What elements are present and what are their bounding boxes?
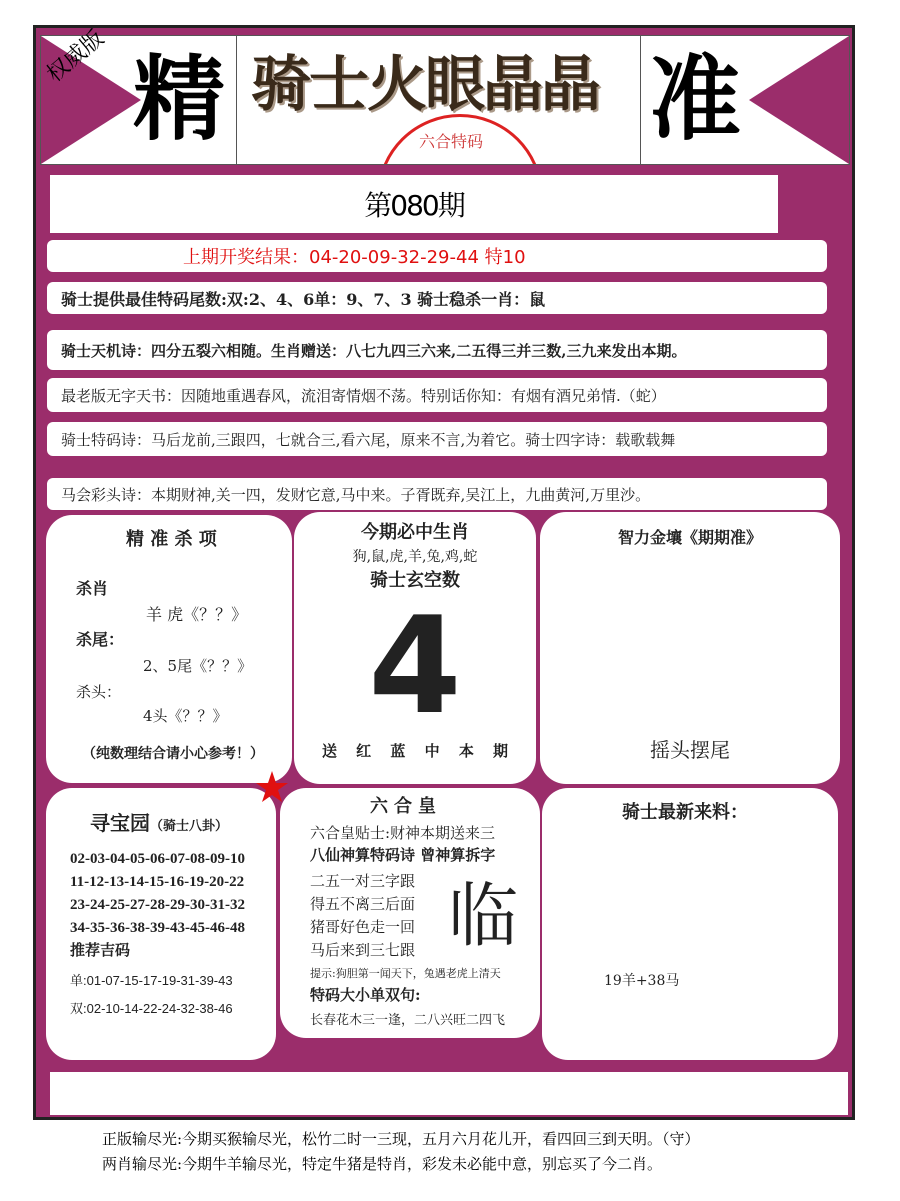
info-line: 骑士天机诗：四分五裂六相随。生肖赠送：八七九四三六来,二五得三并三数,三九来发出本期。 — [47, 330, 827, 370]
wisdom-answer: 摇头摆尾 — [650, 738, 730, 762]
latest-box — [542, 788, 838, 1060]
stamp-text: 六合特码 — [419, 132, 484, 151]
header-left-char: 精 — [133, 46, 226, 153]
header-title-panel — [236, 35, 642, 165]
issue-number: 第080期 — [50, 175, 778, 233]
kill-zodiac-label: 杀肖 — [76, 579, 109, 598]
lhh-poem: 二五一对三字跟 得五不离三后面 猪哥好色走一回 马后来到三七跟 — [310, 872, 416, 959]
kill-note: （纯数理结合请小心参考！） — [82, 746, 264, 762]
treasure-title: 寻宝园（骑士八卦） — [90, 811, 229, 835]
header-right-char: 准 — [649, 46, 742, 153]
mystic-number: 4 — [368, 588, 462, 744]
lhh-big-char: 临 — [448, 875, 518, 957]
treasure-numbers: 02-03-04-05-06-07-08-09-10 11-12-13-14-15-16-19-20-22 23-24-25-27-28-29-30-31-32 34-35-36-38-39-43-45-46-48 推荐吉码 — [70, 851, 245, 959]
lhh-size-title: 特码大小单双句: — [310, 986, 421, 1004]
latest-content: 19羊+38马 — [604, 973, 680, 989]
mystic-number-title: 骑士玄空数 — [370, 570, 460, 591]
lhh-poem-title: 八仙神算特码诗 曾神算拆字 — [310, 846, 496, 864]
last-result: 上期开奖结果：04-20-09-32-29-44 特10 — [47, 240, 827, 272]
liuhehuang-box — [280, 788, 540, 1038]
must-win-box — [294, 512, 536, 784]
info-line: 马会彩头诗：本期财神,关一四，发财它意,马中来。子胥既弃,吴江上，九曲黄河,万里沙。 — [47, 478, 827, 510]
must-win-title: 今期必中生肖 — [361, 522, 469, 543]
kill-box-title: 精 准 杀 项 — [126, 529, 217, 550]
kill-head-value: 4头《？？》 — [143, 707, 228, 725]
kill-zodiac-value: 羊 虎《？？》 — [146, 605, 248, 624]
edition-badge: 权威版 — [42, 25, 110, 88]
even-numbers: 双:02-10-14-22-24-32-38-46 — [70, 1001, 233, 1016]
kill-head-label: 杀头： — [76, 683, 122, 701]
kill-tail-label: 杀尾： — [76, 630, 125, 649]
lhh-tip: 六合皇贴士:财神本期送来三 — [310, 824, 496, 842]
footer-line: 正版输尽光:今期买猴输尽光，松竹二时一三现，五月六月花儿开，看四回三到天明。（守） — [102, 1130, 700, 1148]
lhh-title: 六合皇 — [370, 796, 442, 817]
wisdom-box — [540, 512, 840, 784]
info-line: 骑士提供最佳特码尾数:双:2、4、6单：9、7、3 骑士稳杀一肖：鼠 — [47, 282, 827, 314]
info-line: 最老版无字天书：因随地重遇春风，流泪寄情烟不荡。特别话你知：有烟有酒兄弟情.（蛇） — [47, 378, 827, 412]
treasure-box — [46, 788, 276, 1060]
must-win-zodiacs: 狗,鼠,虎,羊,兔,鸡,蛇 — [352, 549, 478, 565]
latest-title: 骑士最新来料： — [622, 802, 748, 823]
wisdom-title: 智力金壤《期期准》 — [617, 528, 762, 547]
must-win-footer: 送 红 蓝 中 本 期 — [321, 742, 509, 760]
header-left-panel — [40, 25, 238, 165]
header-right-panel — [640, 35, 850, 165]
lhh-hint: 提示:狗胆第一闻天下，兔遇老虎上清天 — [310, 967, 501, 980]
footer-line: 两肖输尽光:今期牛羊输尽光，特定牛猪是特肖，彩发未必能中意，别忘买了今二肖。 — [102, 1155, 663, 1173]
header-title: 骑士火眼晶晶 — [251, 50, 599, 120]
bottom-blank-bar — [50, 1072, 848, 1115]
lhh-size-text: 长春花木三一逢，二八兴旺二四飞 — [310, 1013, 506, 1028]
info-line: 骑士特码诗：马后龙前,三跟四，七就合三,看六尾，原来不言,为着它。骑士四字诗：载歌载舞 — [47, 422, 827, 456]
odd-numbers: 单:01-07-15-17-19-31-39-43 — [70, 973, 233, 988]
kill-tail-value: 2、5尾《？？》 — [143, 657, 253, 675]
kill-box — [46, 515, 292, 783]
